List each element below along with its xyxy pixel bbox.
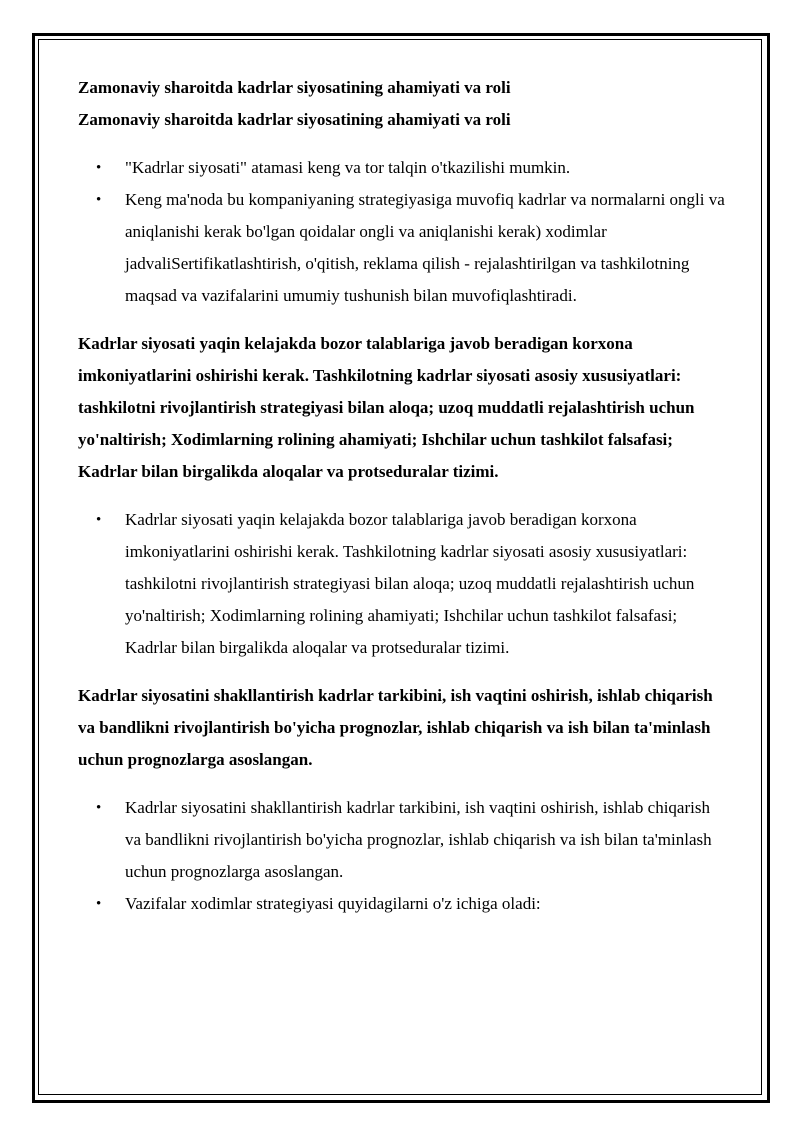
bullet-list-1 [78,152,728,312]
bold-paragraph-2: Kadrlar siyosatini shakllantirish kadrlar tarkibini, ish vaqtini oshirish, ishlab chiqarish va bandlikni rivojlantirish bo'yicha prognozlar, ishlab chiqarish va ish bilan ta'minlash uchun prognozlarga asoslangan. [78,686,713,769]
list-item [78,504,728,664]
bullet-icon: • [96,896,102,912]
bold-paragraph-1: Kadrlar siyosati yaqin kelajakda bozor talablariga javob beradigan korxona imkoniyatlarini oshirishi kerak. Tashkilotning kadrlar siyosati asosiy xususiyatlari: tashkilotni rivojlantirish strategiyasi bilan aloqa; uzoq muddatli rejalashtirish uchun yo'naltirish; Xodimlarning rolining ahamiyati; Ishchilar uchun tashkilot falsafasi; Kadrlar bilan birgalikda aloqalar va protseduralar tizimi. [78,334,695,481]
bullet-icon: • [96,512,102,528]
list-item [78,184,728,312]
list-item-text: Vazifalar xodimlar strategiyasi quyidagilarni o'z ichiga oladi: [125,894,541,913]
document-title-repeat: Zamonaviy sharoitda kadrlar siyosatining ahamiyati va roli [78,110,511,129]
bullet-icon: • [96,800,102,816]
bullet-icon: • [96,192,102,208]
document-title: Zamonaviy sharoitda kadrlar siyosatining ahamiyati va roli [78,78,511,97]
bullet-list-3 [78,792,728,920]
list-item-text: Kadrlar siyosatini shakllantirish kadrlar tarkibini, ish vaqtini oshirish, ishlab chiqarish va bandlikni rivojlantirish bo'yicha prognozlar, ishlab chiqarish va ish bilan ta'minlash uchun prognozlarga asoslangan. [125,798,712,881]
list-item [78,792,728,888]
title-block [78,72,728,136]
bullet-list-2 [78,504,728,664]
list-item [78,888,728,920]
list-item-text: Kadrlar siyosati yaqin kelajakda bozor talablariga javob beradigan korxona imkoniyatlarini oshirishi kerak. Tashkilotning kadrlar siyosati asosiy xususiyatlari: tashkilotni rivojlantirish strategiyasi bilan aloqa; uzoq muddatli rejalashtirish uchun yo'naltirish; Xodimlarning rolining ahamiyati; Ishchilar uchun tashkilot falsafasi; Kadrlar bilan birgalikda aloqalar va protseduralar tizimi. [125,510,695,657]
list-item [78,152,728,184]
list-item-text: "Kadrlar siyosati" atamasi keng va tor talqin o'tkazilishi mumkin. [125,158,571,177]
bullet-icon: • [96,160,102,176]
list-item-text: Keng ma'noda bu kompaniyaning strategiyasiga muvofiq kadrlar va normalarni ongli va aniqlanishi kerak bo'lgan qoidalar ongli va aniqlanishi kerak) xodimlar jadvaliSertifikatlashtirish, o'qitish, reklama qilish - rejalashtirilgan va tashkilotning maqsad va vazifalarini umumiy tushunish bilan muvofiqlashtiradi. [125,190,725,305]
document-body [78,72,728,920]
